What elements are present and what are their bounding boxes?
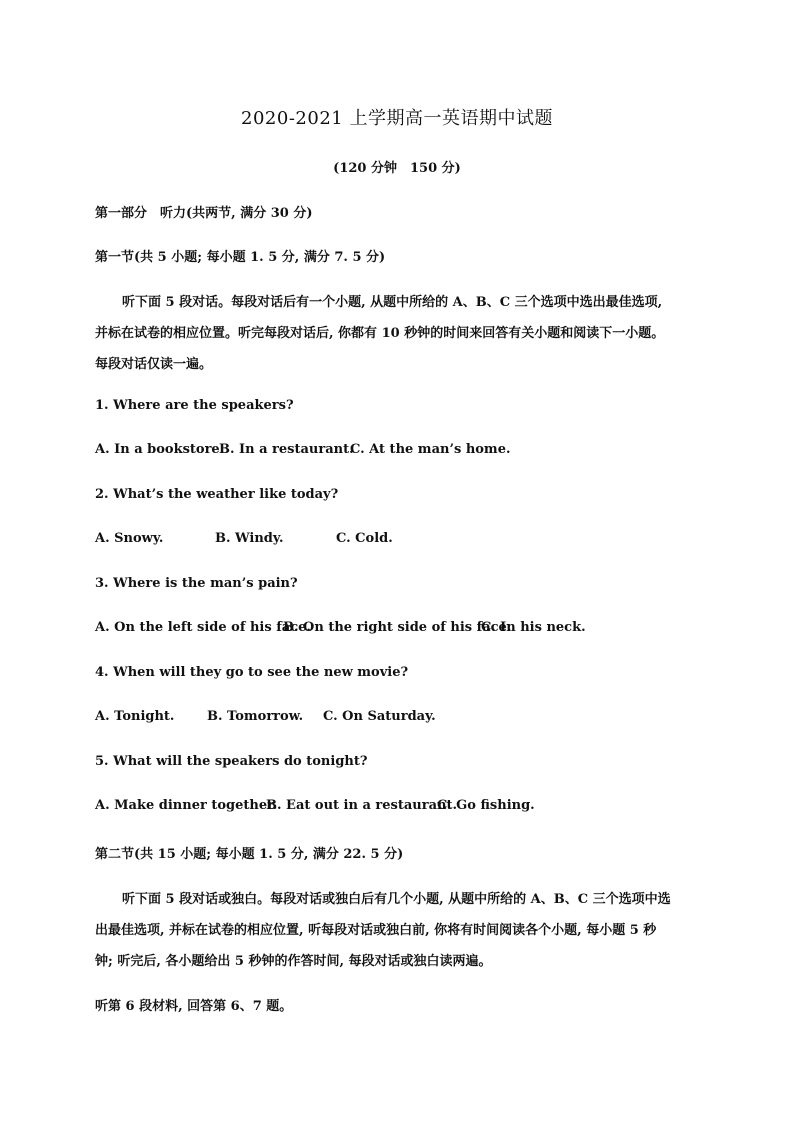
question-2-option-c: C. Cold. bbox=[336, 531, 393, 546]
question-4-option-a: A. Tonight. bbox=[95, 709, 175, 724]
question-4-option-c: C. On Saturday. bbox=[323, 709, 436, 724]
question-1-options bbox=[95, 442, 511, 457]
question-1-stem: 1. Where are the speakers? bbox=[95, 398, 294, 413]
question-4-options bbox=[95, 709, 436, 724]
question-1-option-b: B. In a restaurant. bbox=[219, 442, 354, 457]
section1-instruction-line-2: 并标在试卷的相应位置。听完每段对话后, 你都有 10 秒钟的时间来回答有关小题和阅读下一小题。 bbox=[95, 326, 665, 341]
question-1-option-a: A. In a bookstore. bbox=[95, 442, 225, 457]
part1-heading: 第一部分 听力(共两节, 满分 30 分) bbox=[95, 206, 313, 221]
question-3-options bbox=[95, 620, 586, 635]
exam-title: 2020-2021 上学期高一英语期中试题 bbox=[241, 108, 553, 129]
question-2-stem: 2. What’s the weather like today? bbox=[95, 487, 339, 502]
question-5-option-b: B. Eat out in a restaurant. bbox=[266, 798, 457, 813]
question-2-option-a: A. Snowy. bbox=[95, 531, 164, 546]
question-2-option-b: B. Windy. bbox=[215, 531, 284, 546]
question-3-option-b: B. On the right side of his face. bbox=[283, 620, 512, 635]
question-4-stem: 4. When will they go to see the new movie? bbox=[95, 665, 409, 680]
question-1-option-c: C. At the man’s home. bbox=[350, 442, 511, 457]
section2-instruction-line-2: 出最佳选项, 并标在试卷的相应位置, 听每段对话或独白前, 你将有时间阅读各个小题, 每小题 5 秒 bbox=[95, 923, 657, 938]
section2-instruction-line-3: 钟; 听完后, 各小题给出 5 秒钟的作答时间, 每段对话或独白读两遍。 bbox=[95, 954, 492, 969]
question-2-options bbox=[95, 531, 393, 546]
question-4-option-b: B. Tomorrow. bbox=[207, 709, 304, 724]
material-6-note: 听第 6 段材料, 回答第 6、7 题。 bbox=[95, 999, 293, 1014]
section1-instruction-line-3: 每段对话仅读一遍。 bbox=[95, 357, 213, 372]
section2-instruction-line-1: 听下面 5 段对话或独白。每段对话或独白后有几个小题, 从题中所给的 A、B、C 三个选项中选 bbox=[122, 892, 671, 907]
question-3-option-c: C. In his neck. bbox=[481, 620, 586, 635]
question-5-stem: 5. What will the speakers do tonight? bbox=[95, 754, 368, 769]
question-3-stem: 3. Where is the man’s pain? bbox=[95, 576, 298, 591]
question-5-option-a: A. Make dinner together. bbox=[95, 798, 278, 813]
section1-instruction-line-1: 听下面 5 段对话。每段对话后有一个小题, 从题中所给的 A、B、C 三个选项中选出最佳选项, bbox=[122, 295, 663, 310]
question-5-options bbox=[95, 798, 535, 813]
section1-heading: 第一节(共 5 小题; 每小题 1. 5 分, 满分 7. 5 分) bbox=[95, 250, 386, 265]
question-5-option-c: C. Go fishing. bbox=[437, 798, 535, 813]
exam-subtitle: (120 分钟 150 分) bbox=[333, 161, 461, 176]
section2-heading: 第二节(共 15 小题; 每小题 1. 5 分, 满分 22. 5 分) bbox=[95, 847, 404, 862]
question-3-option-a: A. On the left side of his face. bbox=[95, 620, 311, 635]
